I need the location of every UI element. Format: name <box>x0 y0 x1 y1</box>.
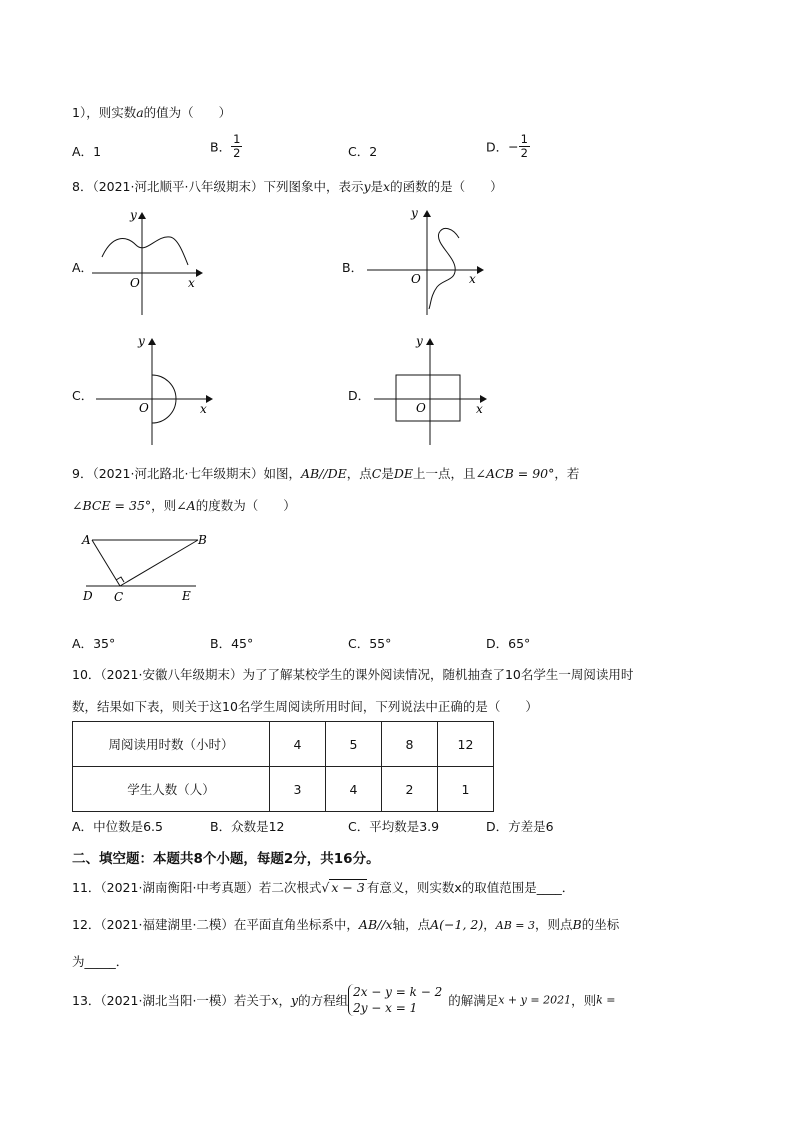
label-b: B <box>198 533 207 547</box>
q9-option-b: B．45° <box>210 636 254 651</box>
line-ac <box>92 540 120 586</box>
label-a: A <box>82 533 91 547</box>
q8-graph-a <box>90 205 210 317</box>
y-label: y <box>138 334 145 348</box>
q8-stem: 8．（2021·河北顺平·八年级期末）下列图象中，表示y是x的函数的是（ ） <box>72 179 503 194</box>
q8-label-c: C． <box>72 388 94 403</box>
table-cell: 12 <box>438 722 494 767</box>
q10-stem-line2: 数，结果如下表，则关于这10名学生周阅读所用时间，下列说法中正确的是（ ） <box>72 699 538 714</box>
x-label: x <box>476 402 483 416</box>
x-label: x <box>188 276 195 290</box>
table-cell: 5 <box>326 722 382 767</box>
table-header-cell: 学生人数（人） <box>73 767 270 812</box>
q7-option-b: B． $\frac{1}{2}$ <box>210 132 241 160</box>
table-cell: 2 <box>382 767 438 812</box>
table-cell: 3 <box>270 767 326 812</box>
x-label: x <box>469 272 476 286</box>
label-e: E <box>182 589 191 603</box>
table-header-cell: 周阅读用时数（小时） <box>73 722 270 767</box>
y-label: y <box>416 334 423 348</box>
q10-option-a: A．中位数是6.5 <box>72 819 163 834</box>
q7-option-a: A．1 <box>72 144 102 159</box>
q10-stem-line1: 10．（2021·安徽八年级期末）为了了解某校学生的课外阅读情况，随机抽查了10名学生一周阅读用时 <box>72 667 634 682</box>
q9-option-d: D．65° <box>486 636 531 651</box>
x-label: x <box>200 402 207 416</box>
q7-option-c: C．2 <box>348 144 378 159</box>
section-title: 二、填空题：本题共8个小题，每题2分，共16分。 <box>72 851 380 867</box>
q8-graph-c <box>94 333 218 447</box>
q10-option-b: B．众数是12 <box>210 819 285 834</box>
q7-stem: 1），则实数a的值为（ ） <box>72 105 232 120</box>
q8-label-b: B． <box>342 260 364 275</box>
label-c: C <box>114 590 124 604</box>
q8-graph-b <box>365 203 485 317</box>
table-row <box>73 767 494 812</box>
y-label: y <box>411 206 418 220</box>
q10-option-d: D．方差是6 <box>486 819 554 834</box>
q8-label-d: D． <box>348 388 371 403</box>
origin-label: O <box>139 401 149 415</box>
q9-stem-line1: 9．（2021·河北路北·七年级期末）如图，AB//DE，点C是DE上一点，且∠ACB = 90°，若 <box>72 466 580 481</box>
line-cb <box>120 540 198 586</box>
q9-figure <box>78 530 218 606</box>
q9-option-a: A．35° <box>72 636 116 651</box>
table-row <box>73 722 494 767</box>
sqrt-expression: √ x − 3 <box>321 880 365 895</box>
label-d: D <box>83 589 93 603</box>
q12-stem-line1: 12．（2021·福建湖里·二模）在平面直角坐标系中，AB//x轴，点A(−1, 2)，AB = 3，则点B的坐标 <box>72 917 620 932</box>
curve <box>429 228 459 309</box>
curve <box>102 237 188 265</box>
origin-label: O <box>411 272 421 286</box>
q11-stem: 11．（2021·湖南衡阳·中考真题）若二次根式√ x − 3 有意义，则实数x的取值范围是____． <box>72 880 575 895</box>
table-cell: 8 <box>382 722 438 767</box>
origin-label: O <box>130 276 140 290</box>
q8-label-a: A． <box>72 260 94 275</box>
table-cell: 4 <box>270 722 326 767</box>
q12-stem-line2: 为_____． <box>72 954 129 969</box>
y-label: y <box>130 208 137 222</box>
equation-system: 2x − y = k − 2 2y − x = 1 <box>348 984 442 1016</box>
q9-option-c: C．55° <box>348 636 392 651</box>
q10-option-c: C．平均数是3.9 <box>348 819 440 834</box>
rectangle <box>396 375 460 421</box>
origin-label: O <box>416 401 426 415</box>
table-cell: 1 <box>438 767 494 812</box>
q13-stem: 13．（2021·湖北当阳·一模）若关于x，y的方程组 2x − y = k − 2 2y − x = 1 的解满足x + y = 2021，则k = <box>72 985 616 1015</box>
q7-option-d: D．− $\frac{1}{2}$ <box>486 132 528 160</box>
reading-table <box>72 721 494 812</box>
q8-graph-d <box>372 333 490 447</box>
q9-stem-line2: ∠BCE = 35°，则∠A的度数为（ ） <box>72 498 296 513</box>
table-cell: 4 <box>326 767 382 812</box>
